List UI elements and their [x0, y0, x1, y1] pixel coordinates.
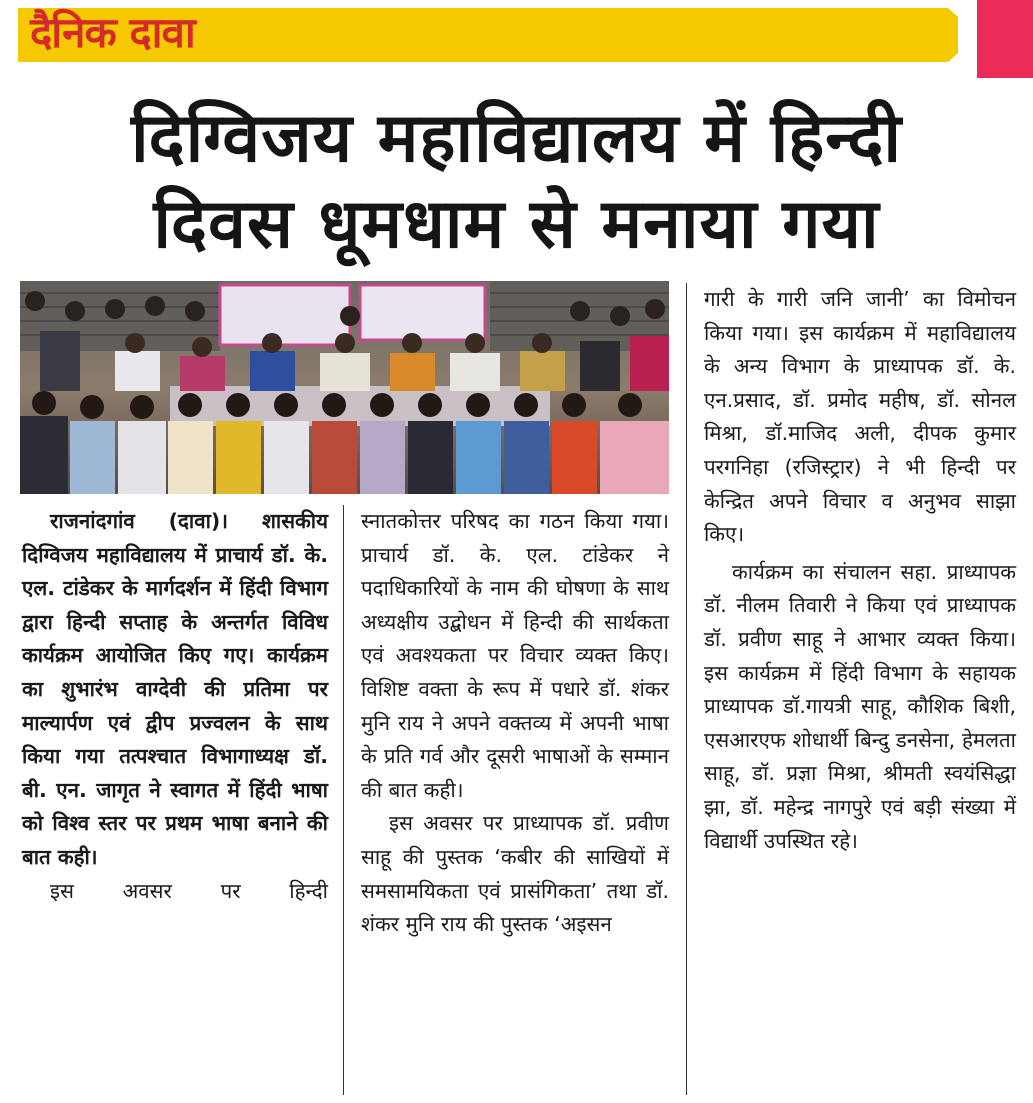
article-paragraph: कार्यक्रम का संचालन सहा. प्राध्यापक डॉ. नीलम तिवारी ने किया एवं प्राध्यापक डॉ. प्रवीण साहू ने आभार व्यक्त किया। इस कार्यक्रम में हिंदी विभाग के सहायक प्राध्यापक डॉ.गायत्री साहू, कौशिक बिशी, एसआरएफ शोधार्थी बिन्दु डनसेना, हेमलता साहू, डॉ. प्रज्ञा मिश्रा, श्रीमती स्वयंसिद्धा झा, डॉ. महेन्द्र नागपुरे एवं बड़ी संख्या में विद्यार्थी उपस्थित रहे। [704, 559, 1016, 853]
headline-line-2: दिवस धूमधाम से मनाया गया [153, 185, 880, 264]
article-paragraph: गारी के गारी जनि जानी’ का विमोचन किया गया। इस कार्यक्रम में महाविद्यालय के अन्य विभाग के प्राध्यापक डॉ. के. एन.प्रसाद, डॉ. प्रमोद महीष, डॉ. सोनल मिश्रा, डॉ.माजिद अली, दीपक कुमार परगनिहा (रजिस्ट्रार) ने भी हिन्दी पर केन्द्रित अपने विचार व अनुभव साझा किए। [704, 287, 1016, 547]
headline [14, 96, 1019, 268]
article-paragraph: इस अवसर पर प्राध्यापक डॉ. प्रवीण साहू की पुस्तक ‘कबीर की साखियों में समसामयिकता एवं प्रासंगिकता’ तथा डॉ. शंकर मुनि राय की पुस्तक ‘अइसन [361, 811, 669, 937]
column-divider [343, 505, 344, 1095]
headline-line-1: दिग्विजय महाविद्यालय में हिन्दी [130, 99, 903, 178]
article-paragraph: स्नातकोत्तर परिषद का गठन किया गया। प्राचार्य डॉ. के. एल. टांडेकर ने पदाधिकारियों के नाम की घोषणा के साथ अध्यक्षीय उद्बोधन में हिन्दी की सार्थकता एवं अवश्यकता पर विचार व्यक्त किए। विशिष्ट वक्ता के रूप में पधारे डॉ. शंकर मुनि राय ने अपने वक्तव्य में अपनी भाषा के प्रति गर्व और दूसरी भाषाओं के सम्मान की बात कही। [361, 509, 669, 802]
column-divider [686, 283, 687, 1095]
article-paragraph: इस अवसर पर हिन्दी [50, 878, 328, 903]
masthead-accent-block [977, 0, 1033, 78]
article-column-2 [361, 505, 669, 942]
article-paragraph: राजनांदगांव (दावा)। शासकीय दिग्विजय महाविद्यालय में प्राचार्य डॉ. के. एल. टांडेकर के मार्गदर्शन में हिंदी विभाग द्वारा हिन्दी सप्ताह के अन्तर्गत विविध कार्यक्रम आयोजित किए गए। कार्यक्रम का शुभारंभ वाग्देवी की प्रतिमा पर माल्यार्पण एवं द्वीप प्रज्वलन के साथ किया गया तत्पश्चात विभागाध्यक्ष डॉ. बी. एन. जागृत ने स्वागत में हिंदी भाषा को विश्व स्तर पर प्रथम भाषा बनाने की बात कही। [22, 509, 328, 869]
newspaper-title: दैनिक दावा [30, 8, 195, 57]
article-column-1 [22, 505, 328, 908]
group-photo-illustration [20, 281, 669, 494]
group-photo [20, 281, 669, 494]
article-column-3 [704, 283, 1016, 858]
